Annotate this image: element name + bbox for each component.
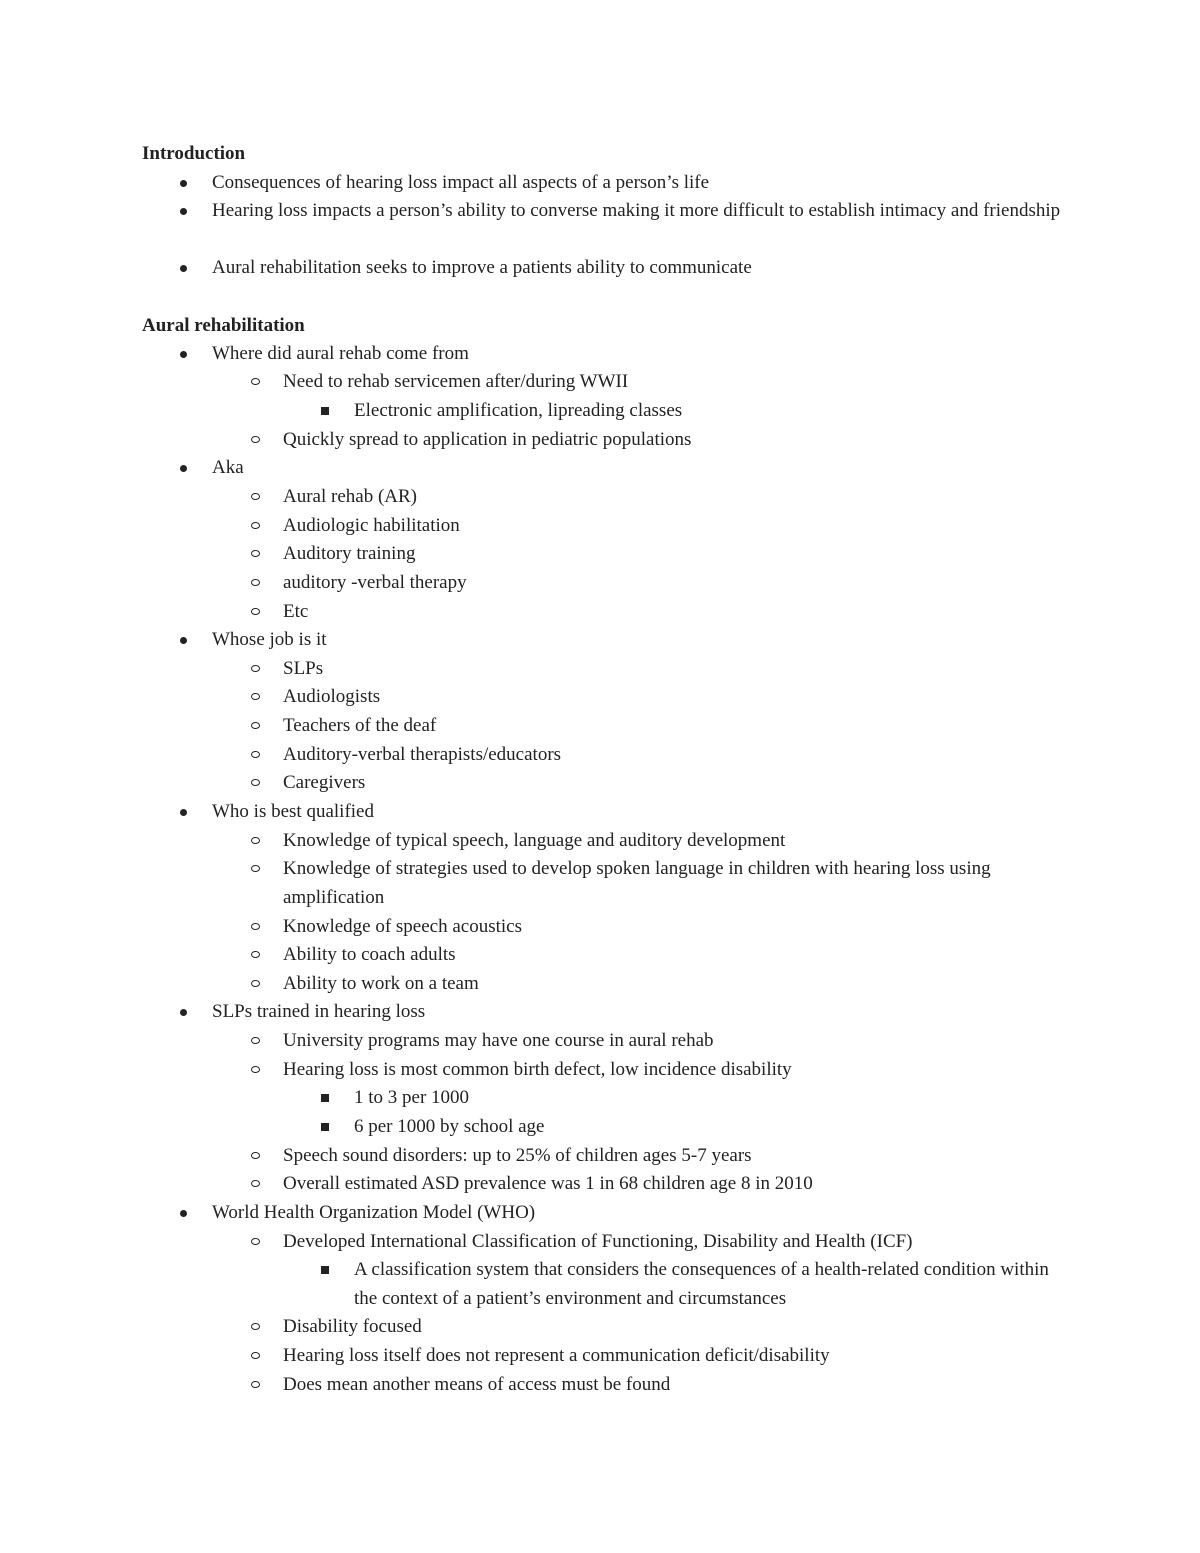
bullet-circle-icon [251,722,260,729]
list-item [283,683,1073,712]
list-item [283,540,1073,569]
list-item-text: Electronic amplification, lipreading classes [354,400,683,421]
bullet-circle-icon [251,951,260,958]
list-item-text: Knowledge of typical speech, language and auditory development [283,830,786,851]
list-item-text: Audiologists [283,686,381,707]
list-item [212,169,1072,198]
list-item [283,569,1073,598]
list-item-text: Quickly spread to application in pediatric populations [283,429,692,450]
list-item [283,1142,1073,1171]
list-item [283,913,1073,942]
list-item-text: Speech sound disorders: up to 25% of children ages 5-7 years [283,1145,752,1166]
bullet-circle-icon [251,493,260,500]
list-item-text: SLPs trained in hearing loss [212,1001,426,1022]
list-item-text: Aka [212,457,244,478]
list-item-text: Auditory-verbal therapists/educators [283,744,562,765]
list-item [354,1256,1054,1313]
bullet-disc-icon [180,208,187,215]
bullet-circle-icon [251,1037,260,1044]
bullet-disc-icon [180,351,187,358]
list-item-text: Aural rehab (AR) [283,486,418,507]
list-item-text: auditory -verbal therapy [283,572,467,593]
list-item [283,970,1073,999]
list-item-text: Aural rehabilitation seeks to improve a patients ability to communicate [212,257,752,278]
list-item [212,254,1072,283]
bullet-circle-icon [251,980,260,987]
list-item-text: Disability focused [283,1316,422,1337]
list-item [212,626,1072,655]
list-item [212,798,1072,827]
list-item [283,483,1073,512]
list-item-text: Does mean another means of access must be found [283,1374,671,1395]
list-item-text: Whose job is it [212,629,327,650]
bullet-disc-icon [180,809,187,816]
list-item [354,397,1054,426]
list-item-text: SLPs [283,658,324,679]
bullet-circle-icon [251,579,260,586]
bullet-circle-icon [251,1238,260,1245]
list-item [212,454,1072,483]
list-item-text: Need to rehab servicemen after/during WWII [283,371,629,392]
list-item-text: Hearing loss is most common birth defect, low incidence disability [283,1059,792,1080]
bullet-square-icon [321,1094,329,1102]
bullet-square-icon [321,1123,329,1131]
bullet-disc-icon [180,265,187,272]
list-item-text: Hearing loss impacts a person’s ability to converse making it more difficult to establish intimacy and friendship [212,200,1061,221]
list-item-text: Teachers of the deaf [283,715,437,736]
bullet-circle-icon [251,378,260,385]
list-item-text: Ability to coach adults [283,944,456,965]
bullet-disc-icon [180,465,187,472]
list-item [283,1342,1073,1371]
list-item-text: Auditory training [283,543,416,564]
bullet-circle-icon [251,1381,260,1388]
list-item [283,769,1073,798]
bullet-square-icon [321,1266,329,1274]
list-item-text: Ability to work on a team [283,973,479,994]
list-item-text: Where did aural rehab come from [212,343,469,364]
list-item-text: Who is best qualified [212,801,374,822]
bullet-circle-icon [251,1323,260,1330]
list-item [283,1371,1073,1400]
list-item-text: Knowledge of strategies used to develop spoken language in children with hearing loss using amplification [283,858,991,908]
list-item [354,1113,1054,1142]
bullet-circle-icon [251,923,260,930]
bullet-circle-icon [251,522,260,529]
list-item [283,1027,1073,1056]
list-item [283,598,1073,627]
section-heading-introduction: Introduction [142,143,246,164]
list-item [212,340,1072,369]
list-item-text: 1 to 3 per 1000 [354,1087,470,1108]
bullet-circle-icon [251,1352,260,1359]
list-item-text: Caregivers [283,772,366,793]
list-item [283,368,1073,397]
list-item [354,1084,1054,1113]
bullet-circle-icon [251,1066,260,1073]
bullet-circle-icon [251,865,260,872]
list-item [212,998,1072,1027]
list-item-text: 6 per 1000 by school age [354,1116,545,1137]
bullet-circle-icon [251,837,260,844]
list-item [212,1199,1072,1228]
list-item [283,426,1073,455]
list-item [283,1170,1073,1199]
list-item [283,1228,1073,1257]
list-item-text: Knowledge of speech acoustics [283,916,523,937]
bullet-circle-icon [251,1180,260,1187]
list-item-text: Hearing loss itself does not represent a communication deficit/disability [283,1345,830,1366]
list-item [283,741,1073,770]
list-item [283,655,1073,684]
bullet-circle-icon [251,608,260,615]
list-item [283,712,1073,741]
list-item [283,512,1073,541]
list-item-text: University programs may have one course in aural rehab [283,1030,714,1051]
list-item-text: World Health Organization Model (WHO) [212,1202,536,1223]
list-item [283,941,1073,970]
list-item-text: Developed International Classification of Functioning, Disability and Health (ICF) [283,1231,913,1252]
bullet-disc-icon [180,1210,187,1217]
bullet-circle-icon [251,751,260,758]
bullet-circle-icon [251,693,260,700]
list-item [212,197,1072,226]
list-item [283,1056,1073,1085]
list-item-text: Etc [283,601,309,622]
list-item-text: Consequences of hearing loss impact all aspects of a person’s life [212,172,710,193]
bullet-disc-icon [180,1009,187,1016]
bullet-disc-icon [180,637,187,644]
bullet-circle-icon [251,779,260,786]
bullet-circle-icon [251,436,260,443]
list-item-text: Audiologic habilitation [283,515,460,536]
bullet-circle-icon [251,1152,260,1159]
list-item-text: Overall estimated ASD prevalence was 1 in 68 children age 8 in 2010 [283,1173,813,1194]
list-item-text: A classification system that considers the consequences of a health-related condition within the context of a patient’s environment and circumstances [354,1259,1049,1309]
bullet-circle-icon [251,550,260,557]
bullet-square-icon [321,407,329,415]
bullet-circle-icon [251,665,260,672]
bullet-disc-icon [180,180,187,187]
list-item [283,855,1073,912]
list-item [283,827,1073,856]
section-heading-aural-rehabilitation: Aural rehabilitation [142,315,305,336]
list-item [283,1313,1073,1342]
